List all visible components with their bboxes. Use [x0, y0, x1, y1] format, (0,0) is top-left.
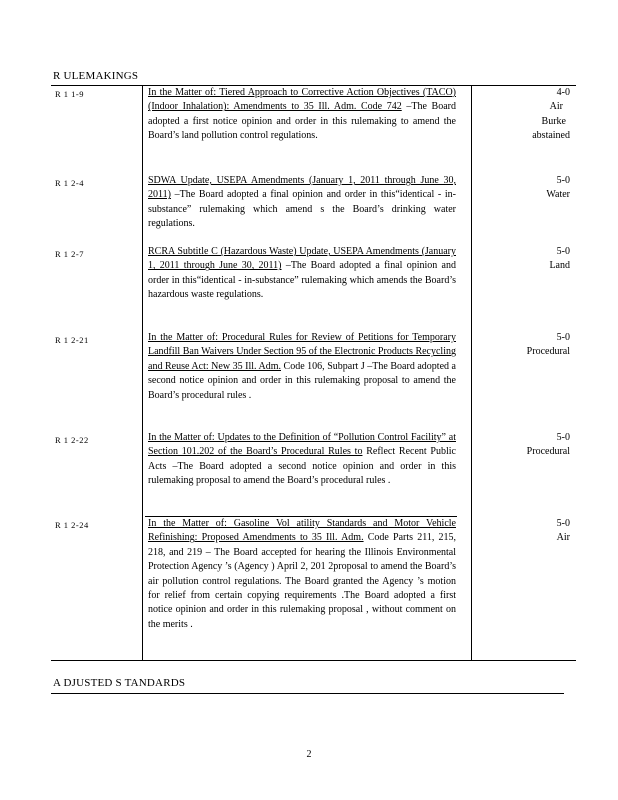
table-row-vote [470, 517, 570, 546]
table-row-description [148, 174, 456, 232]
page-number: 2 [306, 749, 312, 760]
vote-note: abstained [532, 130, 570, 142]
case-title: In the Matter of: Tiered Approach to Corrective Action Objectives (TACO) (Indoor Inhalation): Amendments to 35 Ill. Adm. Code 742 [148, 87, 456, 113]
table-row-vote [470, 331, 570, 360]
vote-count: 5-0 [556, 432, 570, 443]
table-column-divider-right [471, 85, 472, 660]
case-title: In the Matter of: Gasoline Vol atility Standards and Motor Vehicle Refinishing: Proposed Amendments to 35 Ill. Adm. [148, 518, 456, 544]
vote-count: 5-0 [556, 332, 570, 343]
case-summary: Code Parts 211, 215, 218, and 219 – The Board accepted for hearing the Illinois Environmental Protection Agency ’s (Agency ) April 2, 201 2proposal to amend the Board’s air pollution control regulations. The Board granted the Agency ’s motion for relief from certain copying requirements .The Board adopted a first notice opinion and order in this rulemaking proposal , without comment on the merits . [148, 532, 456, 630]
table-row-description [148, 86, 456, 144]
section-heading-adjusted-standards: A DJUSTED S TANDARDS [53, 677, 186, 689]
case-summary: Reflect Recent Public Acts –The Board adopted a second notice opinion and order in this rulemaking proposal to amend the Board’s procedural rules . [148, 446, 456, 487]
table-row-vote [470, 86, 570, 144]
table-row-docket: R 1 2-21 [55, 335, 89, 345]
vote-count: 5-0 [556, 246, 570, 257]
table-row-vote [470, 431, 570, 460]
table-row-docket: R 1 1-9 [55, 89, 84, 99]
vote-category: Procedural [526, 446, 570, 458]
table-bottom-border [51, 660, 576, 661]
case-summary: –The Board adopted a final opinion and order in this“identical - in-substance” rulemaking which amends the Board’s hazardous waste regulations. [148, 260, 456, 301]
table-row-docket: R 1 2-4 [55, 178, 84, 188]
vote-category: Water [546, 189, 570, 201]
case-title: In the Matter of: Procedural Rules for Review of Petitions for Temporary Landfill Ban Waivers Under Section 95 of the Electronic Products Recycling and Reuse Act: New 35 Ill. Adm. [148, 332, 456, 372]
case-summary: –The Board adopted a first notice opinion and order in this rulemaking to amend the Board’s land pollution control regulations. [148, 101, 456, 142]
table-column-divider-left [142, 85, 143, 660]
vote-category: Procedural [526, 346, 570, 358]
table-row-description [148, 431, 456, 489]
table-row-docket: R 1 2-7 [55, 249, 84, 259]
vote-category: Land [549, 260, 570, 272]
table-row-docket: R 1 2-24 [55, 520, 89, 530]
vote-category: Air [556, 532, 570, 544]
vote-count: 4-0 [556, 87, 570, 98]
case-summary: –The Board adopted a final opinion and order in this“identical - in-substance” rulemaking which amend s the Board’s drinking water regulations. [148, 189, 456, 230]
case-summary: Code 106, Subpart J –The Board adopted a second notice opinion and order in this rulemaking proposal to amend the Board’s procedural rules . [148, 360, 456, 401]
case-title: In the Matter of: Updates to the Definition of “Pollution Control Facility” at Section 101.202 of the Board’s Procedural Rules to [148, 432, 456, 458]
case-title: SDWA Update, USEPA Amendments (January 1, 2011 through June 30, 2011) [148, 175, 456, 201]
vote-category: Air [549, 101, 563, 113]
section-heading-rulemakings: R ULEMAKINGS [53, 70, 139, 82]
vote-count: 5-0 [556, 175, 570, 186]
table-row-vote [470, 245, 570, 274]
vote-count: 5-0 [556, 518, 570, 529]
table-row-description [148, 517, 456, 632]
table-row-description [148, 331, 456, 403]
table-row-description [148, 245, 456, 303]
vote-note: Burke [541, 115, 566, 127]
table-row-docket: R 1 2-22 [55, 435, 89, 445]
table-row-vote [470, 174, 570, 203]
section-underline [51, 693, 564, 694]
case-title: RCRA Subtitle C (Hazardous Waste) Update, USEPA Amendments (January 1, 2011 through June 30, 2011) [148, 246, 456, 272]
